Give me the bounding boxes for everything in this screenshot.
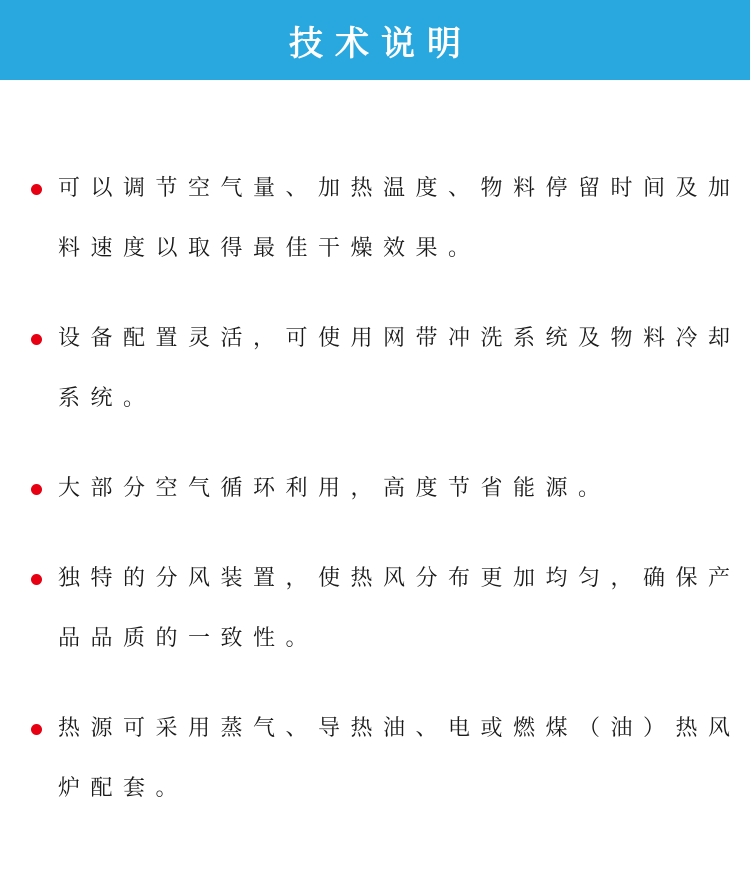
list-item-text: 设备配置灵活，可使用网带冲洗系统及物料冷却系统。 [58, 326, 741, 411]
bullet-dot-icon [31, 334, 42, 345]
page-title: 技术说明 [289, 23, 473, 64]
list-item-text: 热源可采用蒸气、导热油、电或燃煤（油）热风炉配套。 [58, 716, 741, 801]
bullet-dot-icon [31, 724, 42, 735]
bullet-dot-icon [31, 184, 42, 195]
bullet-dot-icon [31, 574, 42, 585]
bullet-dot-icon [31, 484, 42, 495]
list-item-text: 可以调节空气量、加热温度、物料停留时间及加料速度以取得最佳干燥效果。 [58, 176, 741, 261]
header-bar [0, 0, 750, 80]
list-item-text: 独特的分风装置，使热风分布更加均匀，确保产品品质的一致性。 [58, 566, 741, 651]
list-item-text: 大部分空气循环利用，高度节省能源。 [58, 476, 611, 501]
